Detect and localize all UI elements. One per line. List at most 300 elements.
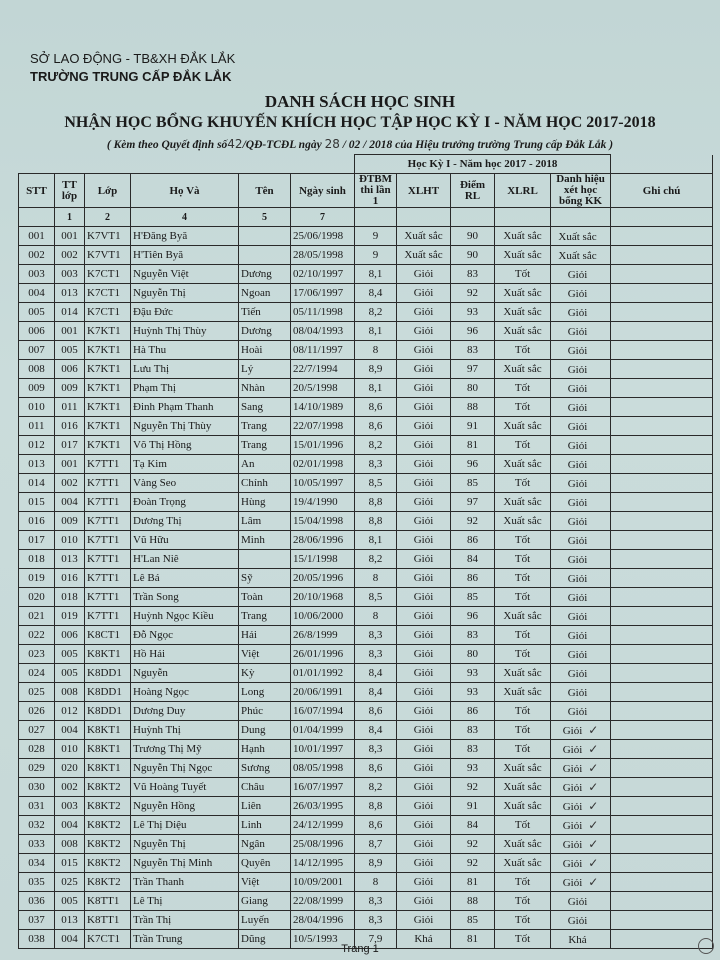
row-ho [131, 664, 239, 683]
row-dtbm [355, 626, 397, 645]
row-xlrl [495, 455, 551, 474]
row-ho [131, 797, 239, 816]
row-ngay-sinh-text: 25/06/1998 [293, 230, 344, 242]
row-lop [85, 398, 131, 417]
row-xlrl [495, 626, 551, 645]
row-stt-text: 032 [28, 819, 45, 831]
row-xlrl [495, 246, 551, 265]
row-xlht-text: Giỏi [413, 553, 434, 565]
row-ten [239, 607, 291, 626]
row-danh-hieu [551, 816, 611, 835]
row-tt-lop-text: 004 [61, 819, 78, 831]
row-diem-rl [451, 436, 495, 455]
row-xlht-text: Xuất sắc [404, 230, 443, 242]
row-danh-hieu [551, 911, 611, 930]
row-xlht-text: Giỏi [413, 515, 434, 527]
row-ho-text: Hồ Hải [133, 648, 166, 660]
row-ho [131, 284, 239, 303]
row-dtbm-text: 8,8 [368, 515, 383, 527]
row-ten [239, 341, 291, 360]
row-ten [239, 360, 291, 379]
row-xlht [397, 284, 451, 303]
row-xlht-text: Giỏi [413, 534, 434, 546]
row-ten [239, 759, 291, 778]
row-diem-rl [451, 322, 495, 341]
col-number [397, 208, 451, 227]
row-xlrl [495, 873, 551, 892]
row-stt-text: 025 [28, 686, 45, 698]
row-ho [131, 626, 239, 645]
col-tt-lop: TT lớp [55, 174, 85, 208]
row-xlrl-text: Xuất sắc [503, 363, 542, 375]
row-lop-text: K8KT2 [87, 876, 121, 888]
row-danh-hieu-text: Giỏi [567, 478, 588, 490]
row-diem-rl-text: 84 [467, 553, 478, 565]
row-ngay-sinh [291, 626, 355, 645]
row-xlht [397, 892, 451, 911]
row-xlrl [495, 645, 551, 664]
row-danh-hieu [551, 227, 611, 246]
row-lop-text: K8KT1 [87, 762, 121, 774]
row-xlht [397, 246, 451, 265]
row-ho [131, 531, 239, 550]
row-lop-text: K7CT1 [87, 933, 120, 945]
row-tt-lop-text: 009 [61, 515, 78, 527]
semester-header: Học Kỳ I - Năm học 2017 - 2018 [355, 155, 611, 174]
row-dtbm [355, 683, 397, 702]
row-stt-text: 038 [28, 933, 45, 945]
row-ho [131, 835, 239, 854]
row-ho [131, 721, 239, 740]
row-ghi-chu [611, 816, 713, 835]
row-ten-text: Ngân [241, 838, 265, 850]
row-danh-hieu [551, 759, 611, 778]
row-xlht [397, 360, 451, 379]
row-xlht [397, 683, 451, 702]
row-tt-lop [55, 854, 85, 873]
row-xlht [397, 531, 451, 550]
row-xlht [397, 322, 451, 341]
row-ngay-sinh-text: 26/01/1996 [293, 648, 344, 660]
row-lop-text: K7TT1 [87, 591, 120, 603]
row-danh-hieu-text: Giỏi [567, 573, 588, 585]
row-xlht-text: Giỏi [413, 401, 434, 413]
row-lop-text: K7KT1 [87, 420, 121, 432]
row-lop [85, 531, 131, 550]
row-ten-text: Ngoan [241, 287, 271, 299]
row-ghi-chu [611, 322, 713, 341]
row-dtbm [355, 379, 397, 398]
decision-day: 28 [324, 137, 340, 151]
row-ten [239, 664, 291, 683]
row-diem-rl-text: 93 [467, 762, 478, 774]
row-ho-text: Trần Song [133, 591, 179, 603]
row-danh-hieu-text: Giỏi [567, 592, 588, 604]
row-xlrl-text: Tốt [514, 439, 531, 451]
row-tt-lop-text: 005 [61, 344, 78, 356]
row-ten-text: Việt [241, 648, 260, 660]
row-diem-rl [451, 835, 495, 854]
row-ngay-sinh-text: 28/06/1996 [293, 534, 344, 546]
row-stt-text: 008 [28, 363, 45, 375]
row-ho-text: Đậu Đức [133, 306, 173, 318]
row-ho-text: Lê Thị Diệu [133, 819, 187, 831]
organization-header [30, 50, 235, 86]
row-ngay-sinh-text: 15/04/1998 [293, 515, 344, 527]
row-danh-hieu-text: Giỏi [562, 801, 583, 813]
row-danh-hieu [551, 341, 611, 360]
row-ho-text: Vũ Hoàng Tuyết [133, 781, 207, 793]
row-lop-text: K7TT1 [87, 458, 120, 470]
col-number [451, 208, 495, 227]
row-ho [131, 455, 239, 474]
row-ngay-sinh-text: 02/01/1998 [293, 458, 344, 470]
row-ho [131, 398, 239, 417]
row-ho [131, 588, 239, 607]
row-tt-lop-text: 010 [61, 743, 78, 755]
row-diem-rl [451, 398, 495, 417]
row-xlht [397, 303, 451, 322]
row-ten [239, 436, 291, 455]
row-stt-text: 033 [28, 838, 45, 850]
row-ngay-sinh-text: 15/1/1998 [293, 553, 338, 565]
row-ten [239, 550, 291, 569]
row-ngay-sinh [291, 246, 355, 265]
row-stt [19, 721, 55, 740]
row-dtbm [355, 246, 397, 265]
row-ho [131, 265, 239, 284]
row-ho-text: Trần Trung [133, 933, 183, 945]
row-lop [85, 227, 131, 246]
row-lop-text: K7TT1 [87, 496, 120, 508]
table-row [19, 379, 713, 398]
row-diem-rl [451, 512, 495, 531]
row-ghi-chu [611, 759, 713, 778]
row-ho [131, 550, 239, 569]
row-dtbm-text: 8,3 [368, 743, 383, 755]
row-tt-lop [55, 702, 85, 721]
row-ten-text: Việt [241, 876, 260, 888]
row-xlht [397, 341, 451, 360]
row-lop [85, 721, 131, 740]
row-dtbm [355, 816, 397, 835]
row-ho [131, 341, 239, 360]
row-danh-hieu [551, 873, 611, 892]
row-stt-text: 037 [28, 914, 45, 926]
row-ho-text: Trương Thị Mỹ [133, 743, 202, 755]
row-xlht [397, 645, 451, 664]
row-danh-hieu [551, 379, 611, 398]
row-xlrl [495, 360, 551, 379]
row-stt-text: 005 [28, 306, 45, 318]
row-xlrl-text: Tốt [514, 344, 531, 356]
row-stt [19, 512, 55, 531]
row-stt [19, 683, 55, 702]
row-dtbm-text: 8,1 [368, 268, 383, 280]
row-diem-rl-text: 85 [467, 477, 478, 489]
row-ghi-chu [611, 740, 713, 759]
row-tt-lop-text: 018 [61, 591, 78, 603]
row-ho [131, 911, 239, 930]
row-tt-lop [55, 512, 85, 531]
row-xlrl [495, 759, 551, 778]
row-stt [19, 664, 55, 683]
row-stt-text: 030 [28, 781, 45, 793]
row-diem-rl [451, 778, 495, 797]
row-ngay-sinh [291, 474, 355, 493]
row-dtbm [355, 911, 397, 930]
row-ho-text: H'Tiên Byă [133, 249, 184, 261]
row-ten-text: Trang [241, 439, 267, 451]
row-ngay-sinh-text: 10/09/2001 [293, 876, 344, 888]
row-xlrl [495, 512, 551, 531]
row-ghi-chu [611, 360, 713, 379]
row-lop-text: K7CT1 [87, 287, 120, 299]
row-lop [85, 455, 131, 474]
row-dtbm [355, 778, 397, 797]
col-ngay-sinh: Ngày sinh [291, 174, 355, 208]
row-xlht [397, 778, 451, 797]
row-danh-hieu [551, 721, 611, 740]
row-ho-text: Võ Thị Hồng [133, 439, 192, 451]
row-xlrl [495, 816, 551, 835]
row-xlht-text: Giỏi [413, 895, 434, 907]
row-xlht [397, 265, 451, 284]
row-ten [239, 569, 291, 588]
row-ghi-chu [611, 341, 713, 360]
table-row [19, 626, 713, 645]
row-ghi-chu [611, 835, 713, 854]
row-danh-hieu-text: Giỏi [567, 326, 588, 338]
row-danh-hieu [551, 664, 611, 683]
table-row [19, 721, 713, 740]
row-tt-lop-text: 002 [61, 249, 78, 261]
row-dtbm-text: 8,1 [368, 325, 383, 337]
row-lop-text: K8CT1 [87, 629, 120, 641]
row-ngay-sinh [291, 417, 355, 436]
row-dtbm-text: 8,7 [368, 838, 383, 850]
row-stt-text: 022 [28, 629, 45, 641]
row-dtbm [355, 892, 397, 911]
row-diem-rl-text: 83 [467, 743, 478, 755]
row-stt [19, 645, 55, 664]
table-row [19, 493, 713, 512]
row-ngay-sinh [291, 436, 355, 455]
row-dtbm [355, 702, 397, 721]
row-ho-text: Hoàng Ngọc [133, 686, 189, 698]
col-number [551, 208, 611, 227]
row-ngay-sinh-text: 17/06/1997 [293, 287, 344, 299]
row-dtbm [355, 854, 397, 873]
row-xlht-text: Giỏi [413, 325, 434, 337]
row-diem-rl-text: 91 [467, 420, 478, 432]
handwritten-check-icon: ✓ [588, 818, 599, 832]
row-ho-text: Hà Thu [133, 344, 167, 356]
row-xlht-text: Giỏi [413, 743, 434, 755]
row-stt [19, 873, 55, 892]
row-ho [131, 246, 239, 265]
row-stt-text: 003 [28, 268, 45, 280]
row-diem-rl [451, 227, 495, 246]
row-xlht [397, 493, 451, 512]
row-xlrl [495, 588, 551, 607]
table-row [19, 265, 713, 284]
row-xlrl [495, 740, 551, 759]
decision-reference [0, 137, 720, 151]
row-ho [131, 227, 239, 246]
row-dtbm [355, 664, 397, 683]
row-danh-hieu [551, 607, 611, 626]
table-row [19, 740, 713, 759]
row-danh-hieu-text: Giỏi [567, 706, 588, 718]
row-stt [19, 854, 55, 873]
row-ten [239, 702, 291, 721]
row-ten-text: Toàn [241, 591, 263, 603]
row-tt-lop [55, 550, 85, 569]
row-ten-text: Chính [241, 477, 268, 489]
row-stt-text: 007 [28, 344, 45, 356]
row-dtbm [355, 455, 397, 474]
row-ghi-chu [611, 626, 713, 645]
row-ngay-sinh-text: 25/08/1996 [293, 838, 344, 850]
row-xlrl-text: Xuất sắc [503, 762, 542, 774]
row-danh-hieu [551, 835, 611, 854]
row-ten [239, 474, 291, 493]
row-dtbm-text: 7,9 [368, 933, 383, 945]
row-dtbm [355, 645, 397, 664]
row-tt-lop-text: 002 [61, 781, 78, 793]
row-diem-rl [451, 607, 495, 626]
department-name: SỞ LAO ĐỘNG - TB&XH ĐẮK LẮK [30, 51, 236, 66]
row-ngay-sinh [291, 683, 355, 702]
row-dtbm [355, 284, 397, 303]
row-tt-lop [55, 626, 85, 645]
row-tt-lop [55, 474, 85, 493]
row-stt-text: 019 [28, 572, 45, 584]
row-xlrl-text: Tốt [514, 705, 531, 717]
row-ghi-chu [611, 588, 713, 607]
row-diem-rl-text: 93 [467, 667, 478, 679]
row-ho [131, 816, 239, 835]
row-lop-text: K8DD1 [87, 686, 122, 698]
row-dtbm-text: 8,9 [368, 363, 383, 375]
row-ten [239, 778, 291, 797]
row-dtbm [355, 797, 397, 816]
row-ngay-sinh [291, 892, 355, 911]
row-ten-text: Dương [241, 325, 272, 337]
row-stt [19, 531, 55, 550]
row-danh-hieu-text: Giỏi [567, 687, 588, 699]
row-stt [19, 246, 55, 265]
row-xlrl [495, 265, 551, 284]
row-dtbm [355, 436, 397, 455]
row-tt-lop [55, 588, 85, 607]
row-lop [85, 797, 131, 816]
row-dtbm-text: 8,6 [368, 420, 383, 432]
row-ten [239, 227, 291, 246]
row-ten-text: Hùng [241, 496, 266, 508]
row-diem-rl-text: 93 [467, 306, 478, 318]
row-stt-text: 004 [28, 287, 45, 299]
row-danh-hieu-text: Giỏi [567, 383, 588, 395]
row-diem-rl-text: 81 [467, 933, 478, 945]
row-danh-hieu-text: Giỏi [562, 725, 583, 737]
table-row [19, 474, 713, 493]
row-xlrl-text: Xuất sắc [503, 458, 542, 470]
table-row [19, 227, 713, 246]
row-ten-text: Nhàn [241, 382, 265, 394]
table-row [19, 778, 713, 797]
row-lop [85, 436, 131, 455]
row-dtbm [355, 360, 397, 379]
row-dtbm-text: 9 [372, 249, 379, 261]
row-stt [19, 740, 55, 759]
row-ho-text: Phạm Thị [133, 382, 176, 394]
row-ho-text: Huỳnh Thị [133, 724, 181, 736]
row-dtbm [355, 835, 397, 854]
col-ho: Họ Và [131, 174, 239, 208]
row-xlrl-text: Tốt [514, 914, 531, 926]
table-row [19, 892, 713, 911]
row-lop-text: K8KT1 [87, 724, 121, 736]
row-ngay-sinh-text: 15/01/1996 [293, 439, 344, 451]
row-xlht [397, 227, 451, 246]
row-stt-text: 001 [28, 230, 45, 242]
row-xlht-text: Giỏi [413, 363, 434, 375]
row-danh-hieu [551, 854, 611, 873]
row-dtbm-text: 8,3 [368, 458, 383, 470]
row-ngay-sinh [291, 360, 355, 379]
row-xlht [397, 664, 451, 683]
row-ngay-sinh [291, 854, 355, 873]
row-diem-rl-text: 96 [467, 610, 478, 622]
row-xlht [397, 607, 451, 626]
row-danh-hieu-text: Giỏi [567, 440, 588, 452]
row-tt-lop-text: 017 [61, 439, 78, 451]
row-lop [85, 607, 131, 626]
col-number: 5 [239, 208, 291, 227]
row-stt [19, 436, 55, 455]
row-dtbm-text: 8,2 [368, 306, 383, 318]
row-dtbm [355, 417, 397, 436]
row-xlrl [495, 550, 551, 569]
row-xlrl-text: Xuất sắc [503, 287, 542, 299]
row-ngay-sinh-text: 10/06/2000 [293, 610, 344, 622]
row-lop [85, 341, 131, 360]
row-xlht [397, 626, 451, 645]
row-xlrl-text: Tốt [514, 648, 531, 660]
row-ngay-sinh-text: 22/7/1994 [293, 363, 338, 375]
row-ho [131, 683, 239, 702]
row-danh-hieu-text: Giỏi [567, 345, 588, 357]
row-tt-lop-text: 004 [61, 724, 78, 736]
row-lop-text: K8KT1 [87, 743, 121, 755]
row-lop-text: K7KT1 [87, 382, 121, 394]
row-ho [131, 379, 239, 398]
row-danh-hieu-text: Giỏi [567, 307, 588, 319]
row-ho [131, 740, 239, 759]
row-stt [19, 892, 55, 911]
row-diem-rl-text: 92 [467, 838, 478, 850]
row-xlht-text: Xuất sắc [404, 249, 443, 261]
row-ho-text: Nguyễn Thị [133, 287, 186, 299]
row-xlrl-text: Xuất sắc [503, 667, 542, 679]
row-danh-hieu-text: Giỏi [567, 915, 588, 927]
row-ten [239, 531, 291, 550]
row-xlht-text: Giỏi [413, 705, 434, 717]
row-tt-lop [55, 873, 85, 892]
row-diem-rl [451, 702, 495, 721]
